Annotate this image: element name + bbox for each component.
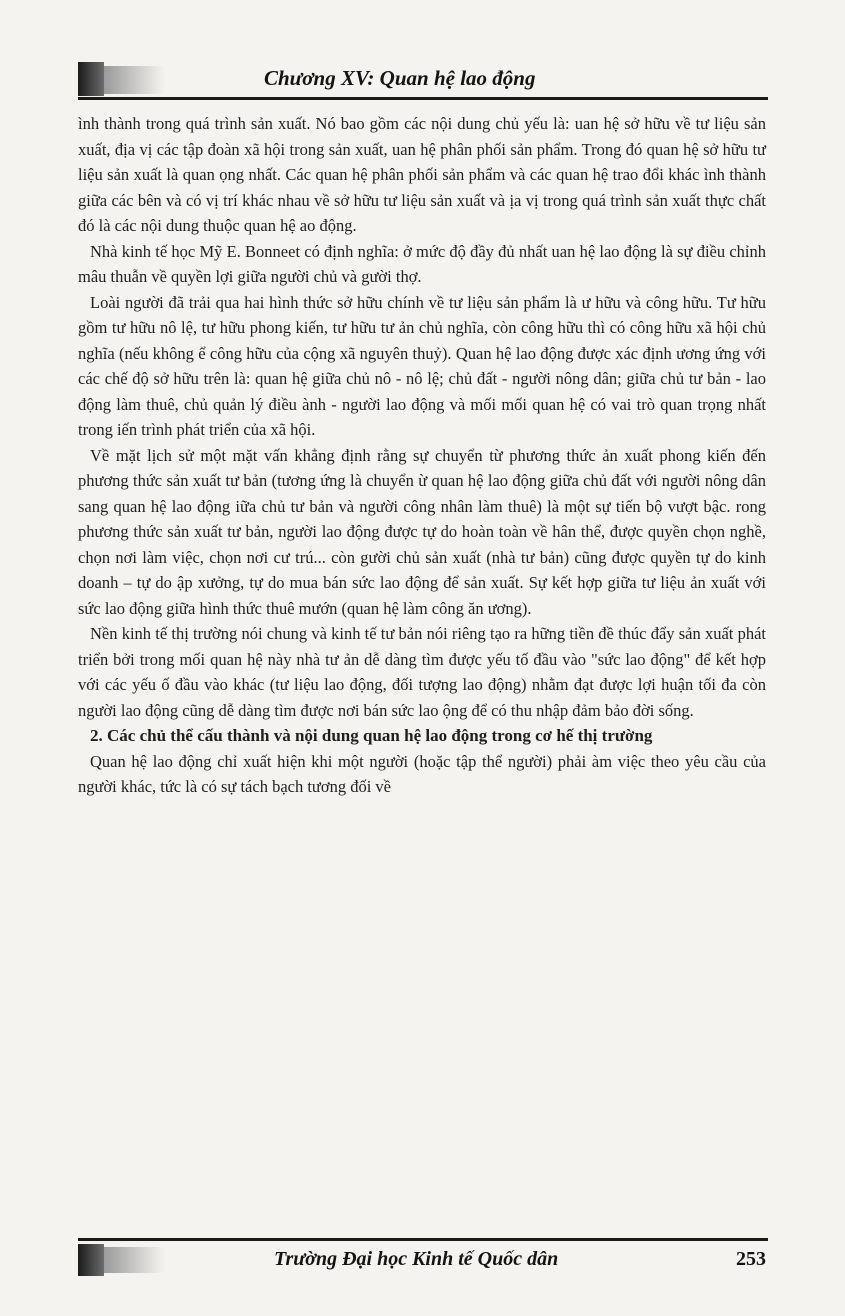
paragraph-6: Quan hệ lao động chỉ xuất hiện khi một người (hoặc tập thể người) phải àm việc theo yêu cầu của người khác, tức là có sự tách bạch tương đối về [78,751,766,796]
paragraph-2: Nhà kinh tế học Mỹ E. Bonneet có định nghĩa: ở mức độ đầy đủ nhất uan hệ lao động là sự điều chỉnh mâu thuẫn về quyền lợi giữa người chủ và gười thợ. [78,241,766,286]
section-heading: 2. Các chủ thể cấu thành và nội dung quan hệ lao động trong cơ hế thị trường [90,726,653,745]
footer-decoration-fade [104,1247,164,1273]
university-name: Trường Đại học Kinh tế Quốc dân [274,1248,559,1270]
paragraph-3: Loài người đã trải qua hai hình thức sở hữu chính về tư liệu sản phẩm là ư hữu và công hữu. Tư hữu gồm tư hữu nô lệ, tư hữu phong kiến, tư hữu tư ản chủ nghĩa, còn công hữu thì có công hữu xã hội chủ nghĩa (nếu không ể công hữu của cộng xã nguyên thuỷ). Quan hệ lao động được xác định ương ứng với các chế độ sở hữu trên là: quan hệ giữa chủ nô - nô lệ; chủ đất - người nông dân; giữa chủ tư bản - lao động làm thuê, chủ quản lý điều ành - người lao động và mối mối quan hệ có vai trò quan trọng nhất trong iến trình phát triển của xã hội. [78,292,766,439]
header-decoration-fade [104,66,164,94]
page-footer [78,1236,768,1282]
footer-rule [78,1238,768,1241]
footer-decoration [78,1244,104,1276]
page-number: 253 [736,1248,766,1270]
chapter-title: Chương XV: Quan hệ lao động [264,66,536,90]
paragraph-1: ình thành trong quá trình sản xuất. Nó bao gồm các nội dung chủ yếu là: uan hệ sở hữu về tư liệu sản xuất, địa vị các tập đoàn xã hội trong sản xuất, uan hệ phân phối sản phẩm. Trong đó quan hệ sở hữu tư liệu sản xuất là quan ọng nhất. Các quan hệ phân phối sản phẩm và các quan hệ trao đổi khác ình thành giữa các bên và có vị trí khác nhau về sở hữu tư liệu sản xuất và ịa vị trong quá trình sản xuất thực chất đó là các nội dung thuộc quan hệ ao động. [78,114,766,235]
page-header [78,60,768,100]
body-text [78,111,766,800]
header-decoration [78,62,104,96]
header-rule [78,97,768,100]
paragraph-4: Về mặt lịch sử một mặt vấn khẳng định rằng sự chuyển từ phương thức ản xuất phong kiến đến phương thức sản xuất tư bản (tương ứng là chuyển ừ quan hệ lao động giữa chủ đất với người nông dân sang quan hệ lao động iữa chủ tư bản và người công nhân làm thuê) là một sự tiến bộ vượt bậc. rong phương thức sản xuất tư bản, người lao động được tự do hoàn toàn về hân thể, được quyền chọn nghề, chọn nơi làm việc, chọn nơi cư trú... còn gười chủ sản xuất (nhà tư bản) cũng được quyền tự do kinh doanh – tự do ập xưởng, tự do mua bán sức lao động để sản xuất. Sự kết hợp giữa tư liệu ản xuất với sức lao động giữa hình thức thuê mướn (quan hệ làm công ăn ương). [78,445,766,618]
paragraph-5: Nền kinh tế thị trường nói chung và kinh tế tư bản nói riêng tạo ra hững tiền đề thúc đẩy sản xuất phát triển bởi trong mối quan hệ này nhà tư ản dễ dàng tìm được yếu tố đầu vào "sức lao động" để kết hợp với các yếu ố đầu vào khác (tư liệu lao động, đối tượng lao động) nhằm đạt được lợi huận tối đa còn người lao động cũng dễ dàng tìm được nơi bán sức lao ộng để có thu nhập đảm bảo đời sống. [78,624,766,720]
